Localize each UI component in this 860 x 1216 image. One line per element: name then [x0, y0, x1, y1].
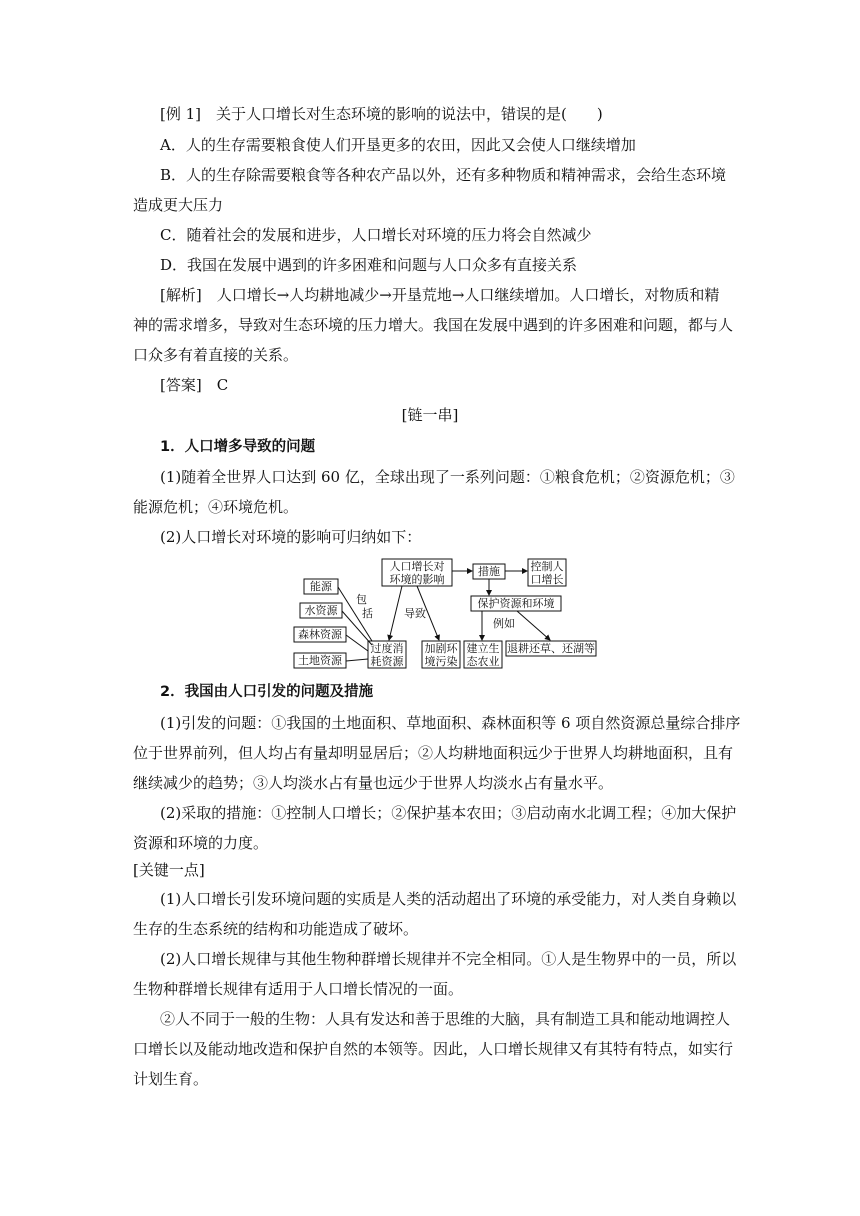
option-d: D．我国在发展中遇到的许多困难和问题与人口众多有直接关系 [160, 256, 578, 274]
example-question: [例 1] 关于人口增长对生态环境的影响的说法中，错误的是( ) [160, 105, 603, 123]
analysis-line1: [解析] 人口增长→人均耕地减少→开垦荒地→人口继续增加。人口增长，对物质和精 [160, 286, 720, 304]
protect-label: 保护资源和环境 [477, 597, 555, 610]
water-label: 水资源 [304, 604, 338, 617]
option-b-line2: 造成更大压力 [133, 196, 224, 214]
section2-p1-line3: 继续减少的趋势；③人均淡水占有量也远少于世界人均淡水占有量水平。 [133, 774, 614, 792]
keypoint-p1-line1: (1)人口增长引发环境问题的实质是人类的活动超出了环境的承受能力，对人类自身赖以 [160, 890, 737, 908]
overuse-label-2: 耗资源 [370, 655, 404, 668]
keypoint-p2-line2: 生物种群增长规律有适用于人口增长情况的一面。 [133, 980, 464, 998]
option-a: A．人的生存需要粮食使人们开垦更多的农田，因此又会使人口继续增加 [160, 136, 636, 154]
center-label-1: 人口增长对 [389, 560, 445, 573]
option-b-line1: B．人的生存除需要粮食等各种农产品以外，还有多种物质和精神需求，会给生态环境 [160, 166, 727, 184]
chain-title: [链一串] [401, 406, 459, 424]
arrow-protect-return [517, 611, 550, 640]
overuse-label-1: 过度消 [370, 642, 404, 655]
measures-label: 措施 [478, 565, 500, 578]
option-c: C．随着社会的发展和进步，人口增长对环境的压力将会自然减少 [160, 226, 592, 244]
eco-label-1: 建立生 [466, 642, 500, 655]
section1-p2: (2)人口增长对环境的影响可归纳如下： [160, 528, 422, 546]
section1-heading: 1．人口增多导致的问题 [160, 439, 316, 455]
return-label: 退耕还草、还湖等 [507, 642, 595, 655]
keypoint-p2-line1: (2)人口增长规律与其他生物种群增长规律并不完全相同。①人是生物界中的一员，所以 [160, 950, 737, 968]
pollution-label-1: 加剧环 [424, 642, 458, 655]
section2-p2-line2: 资源和环境的力度。 [133, 834, 269, 852]
section2-p1-line2: 位于世界前列，但人均占有量却明显居后；②人均耕地面积远少于世界人均耕地面积，且有 [133, 744, 734, 762]
land-label: 土地资源 [298, 654, 342, 667]
link-land-overuse [346, 659, 368, 661]
analysis-line3: 口众多有着直接的关系。 [133, 346, 299, 364]
arrow-center-overuse [389, 586, 402, 640]
forest-label: 森林资源 [298, 628, 342, 641]
section2-heading: 2．我国由人口引发的问题及措施 [160, 684, 374, 700]
eco-label-2: 态农业 [466, 655, 500, 668]
keypoint-title: [关键一点] [133, 861, 205, 879]
analysis-line2: 神的需求增多，导致对生态环境的压力增大。我国在发展中遇到的许多困难和问题，都与人 [133, 316, 734, 334]
answer: [答案] C [160, 376, 229, 394]
control-label-1: 控制人 [530, 560, 564, 573]
pollution-label-2: 境污染 [424, 655, 458, 668]
energy-label: 能源 [310, 580, 332, 593]
keypoint-p3-line2: 口增长以及能动地改造和保护自然的本领等。因此，人口增长规律又有其特有特点，如实行 [133, 1040, 734, 1058]
lead-label: 导致 [404, 607, 426, 620]
example-label: 例如 [493, 617, 515, 630]
section1-p1-line2: 能源危机；④环境危机。 [133, 498, 299, 516]
section1-p1-line1: (1)随着全世界人口达到 60 亿，全球出现了一系列问题：①粮食危机；②资源危机；③ [160, 468, 735, 486]
include-label-2: 括 [362, 607, 373, 620]
keypoint-p1-line2: 生存的生态系统的结构和功能造成了破坏。 [133, 920, 419, 938]
keypoint-p3-line1: ②人不同于一般的生物：人具有发达和善于思维的大脑，具有制造工具和能动地调控人 [160, 1010, 731, 1028]
section2-p2-line1: (2)采取的措施：①控制人口增长；②保护基本农田；③启动南水北调工程；④加大保护 [160, 804, 737, 822]
control-label-2: 口增长 [530, 573, 564, 586]
center-label-2: 环境的影响 [389, 573, 445, 586]
keypoint-p3-line3: 计划生育。 [133, 1070, 209, 1088]
section2-p1-line1: (1)引发的问题：①我国的土地面积、草地面积、森林面积等 6 项自然资源总量综合排序 [160, 714, 741, 732]
include-label-1: 包 [356, 593, 367, 606]
population-impact-diagram [292, 555, 602, 673]
